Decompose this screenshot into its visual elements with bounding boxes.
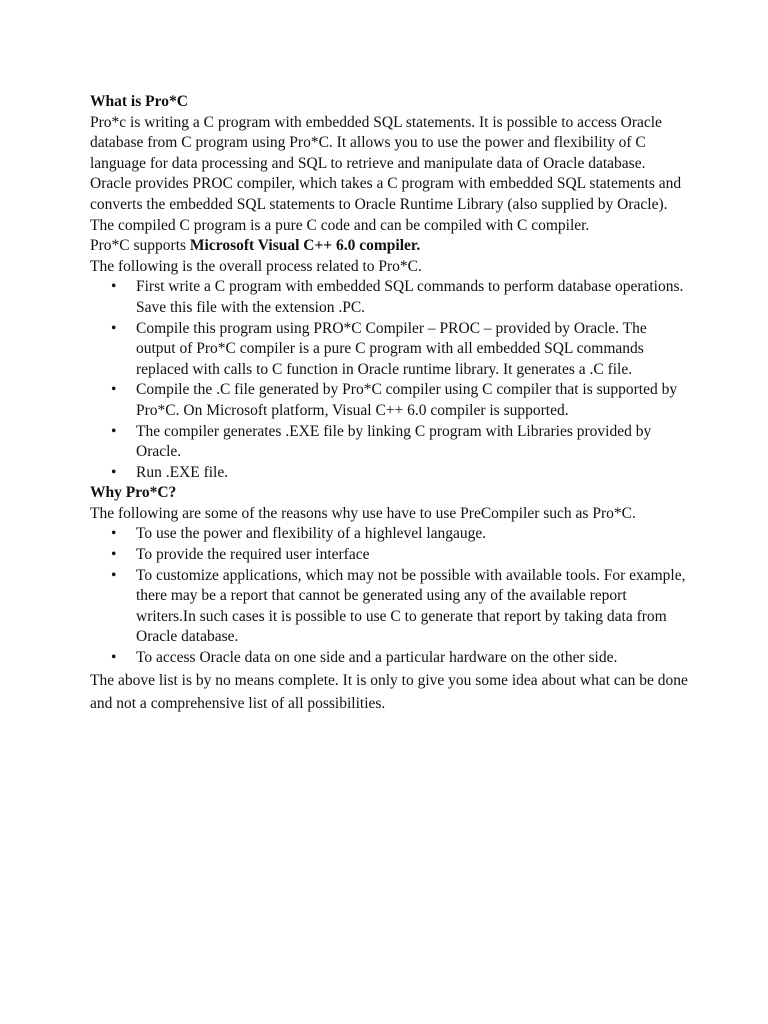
bullet-icon: • (111, 525, 117, 543)
paragraph-closing: The above list is by no means complete. It is only to give you some idea about what can be done and not a comprehensive list of all possibilities. (90, 671, 688, 712)
list-item: • To provide the required user interface (136, 545, 690, 566)
section-heading-why-proc: Why Pro*C? (90, 484, 177, 502)
bullet-icon: • (111, 422, 117, 440)
reasons-list (90, 524, 690, 668)
bullet-icon: • (111, 546, 117, 564)
bullet-icon: • (111, 278, 117, 296)
bullet-icon: • (111, 463, 117, 481)
paragraph-compiled-program: The compiled C program is a pure C code and can be compiled with C compiler. (90, 216, 590, 234)
bullet-icon: • (111, 381, 117, 399)
paragraph-process-intro: The following is the overall process related to Pro*C. (90, 257, 422, 275)
bullet-icon: • (111, 649, 117, 667)
supports-compiler-bold: Microsoft Visual C++ 6.0 compiler. (189, 237, 421, 255)
list-item: • First write a C program with embedded SQL commands to perform database operations. Save this file with the extension .PC. (111, 278, 684, 316)
list-item: • To use the power and flexibility of a highlevel langauge. (136, 524, 690, 545)
supports-prefix: Pro*C supports (90, 237, 190, 255)
paragraph-supports (90, 236, 690, 257)
paragraph-intro: Pro*c is writing a C program with embedded SQL statements. It is possible to access Oracle database from C program using Pro*C. It allows you to use the power and flexibility of C language for data processing and SQL to retrieve and manipulate data of Oracle database. (90, 113, 662, 172)
list-item: • The compiler generates .EXE file by linking C program with Libraries provided by Oracle. (111, 422, 652, 461)
bullet-icon: • (111, 319, 117, 337)
list-item: • To access Oracle data on one side and a particular hardware on the other side. (136, 648, 690, 669)
list-item: • Run .EXE file. (136, 463, 690, 484)
section-heading-what-is-proc: What is Pro*C (90, 93, 188, 110)
paragraph-reasons-intro: The following are some of the reasons why use have to use PreCompiler such as Pro*C. (90, 504, 636, 522)
list-item: • To customize applications, which may not be possible with available tools. For example, there may be a report that cannot be generated using any of the available report writers.In such cases it is possible to use C to generate that report by taking data from Oracle database. (111, 566, 686, 646)
process-steps-list (90, 277, 690, 483)
list-item: • Compile this program using PRO*C Compiler – PROC – provided by Oracle. The output of Pro*C compiler is a pure C program with all embedded SQL commands replaced with calls to C function in Oracle runtime library. It generates a .C file. (111, 319, 647, 378)
bullet-icon: • (111, 566, 117, 584)
document-page (90, 92, 690, 715)
list-item: • Compile the .C file generated by Pro*C compiler using C compiler that is supported by Pro*C. On Microsoft platform, Visual C++ 6.0 compiler is supported. (111, 381, 678, 419)
paragraph-proc-compiler: Oracle provides PROC compiler, which takes a C program with embedded SQL statements and converts the embedded SQL statements to Oracle Runtime Library (also supplied by Oracle). (90, 175, 682, 213)
